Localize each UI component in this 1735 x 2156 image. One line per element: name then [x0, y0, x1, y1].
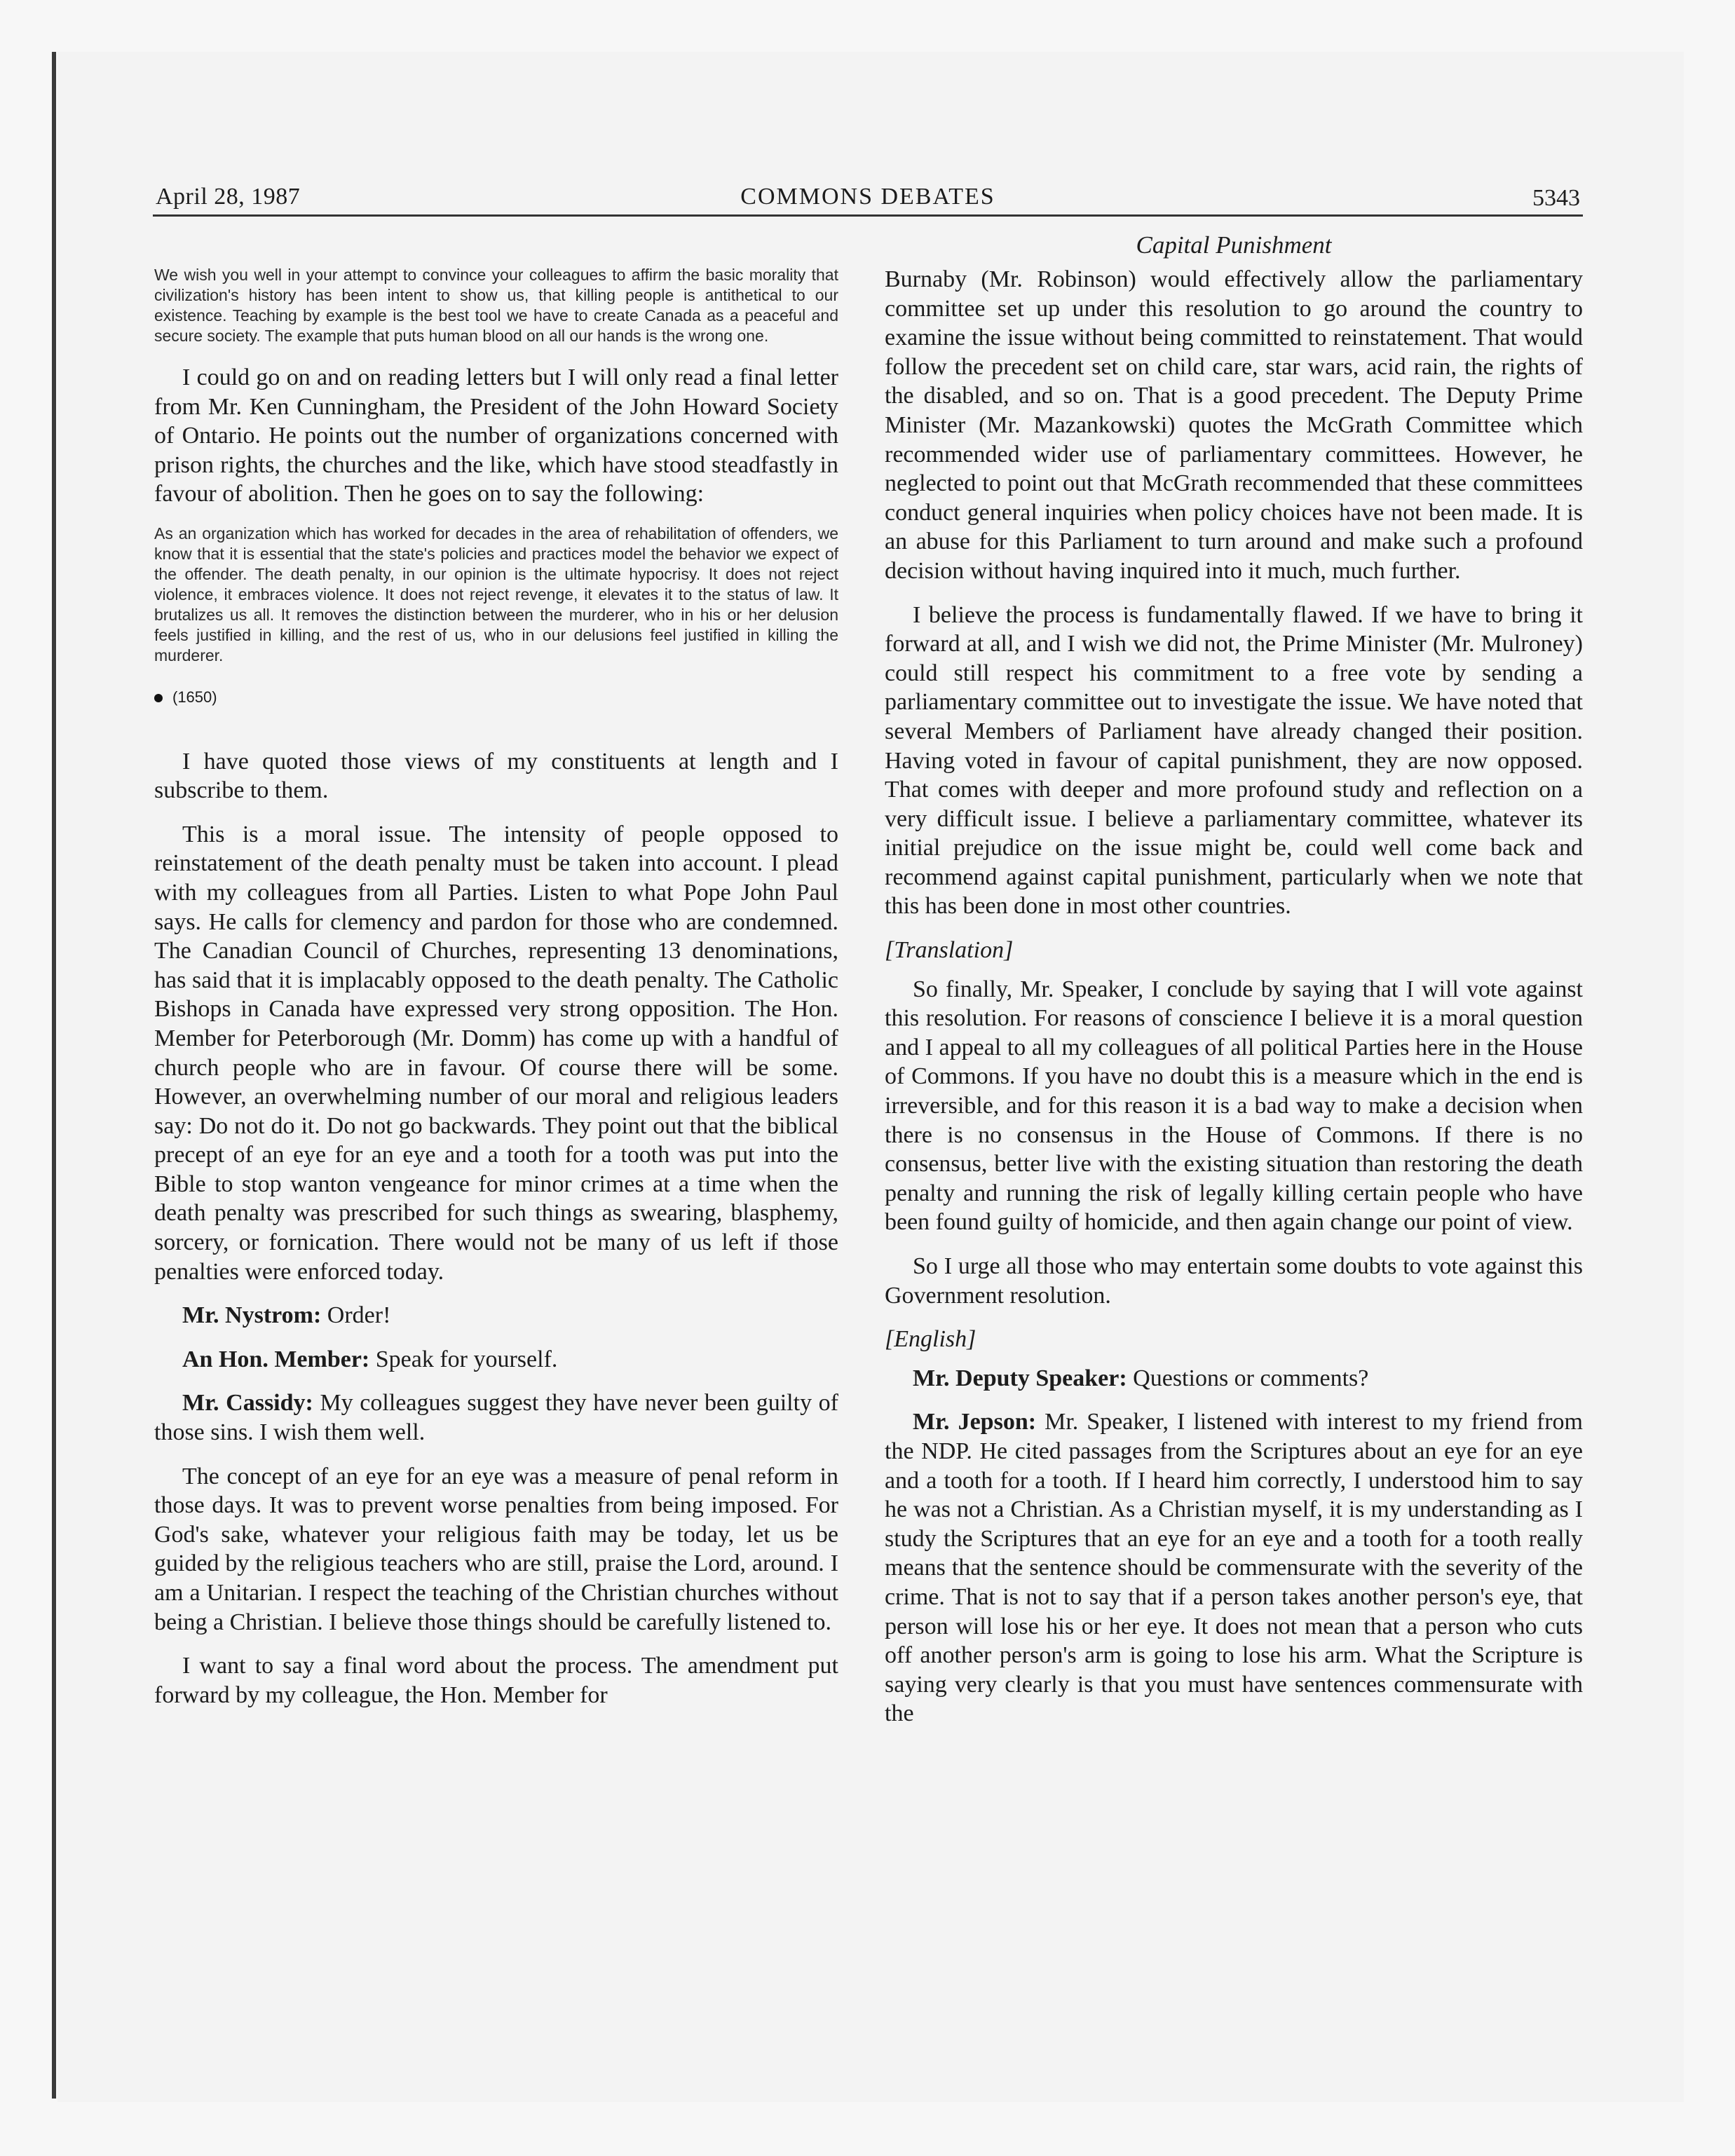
header-date: April 28, 1987 — [156, 184, 301, 210]
speaker-name: Mr. Deputy Speaker: — [913, 1365, 1127, 1391]
paragraph: I want to say a final word about the process. The amendment put forward by my colleague, the Hon. Member for — [154, 1653, 838, 1708]
speaker-name: Mr. Nystrom: — [182, 1302, 322, 1329]
paragraph: So finally, Mr. Speaker, I conclude by saying that I will vote against this resolution. For reasons of conscience I believe it is a moral question and I appeal to all my colleagues of all political Parties here in the House of Commons. If you have no doubt this is a measure which in the end is irreversible, and for this reason it is a bad way to make a decision when there is no consensus in the House of Commons. If there is no consensus, better live with the existing situation than restoring the death penalty and running the risk of legally killing certain people who have been found guilty of homicide, and then again change our point of view. — [885, 976, 1583, 1236]
left-column — [154, 265, 838, 1975]
section-title: Capital Punishment — [1136, 231, 1332, 259]
speaker-name: Mr. Jepson: — [913, 1409, 1037, 1435]
speech-text: Mr. Speaker, I listened with interest to my friend from the NDP. He cited passages from the Scriptures about an eye for an eye and a tooth for a tooth. If I heard him correctly, I understood him to say he was not a Christian. As a Christian myself, it is my understanding as I study the Scriptures that an eye for an eye and a tooth for a tooth really means that the sentence should be commensurate with the severity of the crime. That is not to say that if a person takes another person's eye, that person will lose his or her eye. It does not mean that a person who cuts off another person's arm is going to lose his arm. What the Scripture is saying very clearly is that you must have sentences commensurate with the — [885, 1409, 1583, 1727]
language-tag: [English] — [885, 1326, 977, 1353]
speech-text: My colleagues suggest they have never been guilty of those sins. I wish them well. — [154, 1390, 838, 1446]
speech — [885, 1364, 1583, 1393]
time-marker — [154, 683, 838, 712]
speech-text: Order! — [321, 1302, 391, 1329]
paragraph: I believe the process is fundamentally flawed. If we have to bring it forward at all, and I wish we did not, the Prime Minister (Mr. Mulroney) could still respect his commitment to a free vote by sending a parliamentary committee out to investigate the issue. We have noted that several Members of Parliament have already changed their position. Having voted in favour of capital punishment, they are now opposed. That comes with deeper and more profound study and reflection on a very difficult issue. I believe a parliamentary committee, whatever its initial prejudice on the issue might be, could well come back and recommend against capital punishment, particularly when we note that this has been done in most other countries. — [885, 601, 1583, 920]
quoted-letter: We wish you well in your attempt to convince your colleagues to affirm the basic morality that civilization's history has been intent to show us, that killing people is antithetical to our existence. Teaching by example is the best tool we have to create Canada as a peaceful and secure society. The example that puts human blood on all our hands is the wrong one. — [154, 266, 838, 345]
speaker-name: An Hon. Member: — [182, 1346, 370, 1372]
speech — [154, 1389, 838, 1447]
paragraph: So I urge all those who may entertain some doubts to vote against this Government resolution. — [885, 1253, 1583, 1309]
paragraph: I have quoted those views of my constituents at length and I subscribe to them. — [154, 748, 838, 804]
header-title: COMMONS DEBATES — [740, 184, 995, 210]
page-binding-edge — [52, 52, 56, 2099]
paragraph: Burnaby (Mr. Robinson) would effectively allow the parliamentary committee set up under this resolution to go around the country to examine the issue without being committed to reinstatement. That would follow the precedent set on child care, star wars, acid rain, the rights of the disabled, and so on. That is a good precedent. The Deputy Prime Minister (Mr. Mazankowski) quotes the McGrath Committee which recommended wider use of parliamentary committees. However, he neglected to point out that McGrath recommended that these committees conduct general inquiries when policy choices have not been made. It is an abuse for this Parliament to turn around and make such a profound decision without having inquired into it much, much further. — [885, 266, 1583, 584]
speech — [885, 1407, 1583, 1728]
header-page-number: 5343 — [1532, 185, 1580, 211]
time-marker-text: (1650) — [172, 688, 217, 706]
speech — [154, 1345, 838, 1374]
language-tag: [Translation] — [885, 937, 1014, 964]
bullet-icon — [154, 694, 163, 702]
right-column — [885, 265, 1583, 1975]
quoted-letter: As an organization which has worked for decades in the area of rehabilitation of offenders, we know that it is essential that the state's policies and practices model the behavior we expect of the offender. The death penalty, in our opinion is the ultimate hypocrisy. It does not reject violence, it embraces violence. It does not reject revenge, it elevates it to the status of law. It brutalizes us all. It removes the distinction between the murderer, who in his or her delusion feels justified in killing, and the rest of us, who in our delusions feel justified in killing the murderer. — [154, 524, 838, 664]
page-header — [153, 172, 1583, 217]
speech-text: Speak for yourself. — [369, 1346, 558, 1372]
speech — [154, 1301, 838, 1330]
speaker-name: Mr. Cassidy: — [182, 1390, 313, 1417]
paragraph: The concept of an eye for an eye was a measure of penal reform in those days. It was to prevent worse penalties from being imposed. For God's sake, whatever your religious faith may be today, let us be guided by the religious teachers who are still, praise the Lord, around. I am a Unitarian. I respect the teaching of the Christian churches without being a Christian. I believe those things should be carefully listened to. — [154, 1463, 838, 1635]
paragraph: I could go on and on reading letters but I will only read a final letter from Mr. Ken Cunningham, the President of the John Howard Society of Ontario. He points out the number of organizations concerned with prison rights, the churches and the like, which have stood steadfastly in favour of abolition. Then he goes on to say the following: — [154, 364, 838, 507]
speech-text: Questions or comments? — [1127, 1365, 1369, 1391]
paragraph: This is a moral issue. The intensity of people opposed to reinstatement of the death penalty must be taken into account. I plead with my colleagues from all Parties. Listen to what Pope John Paul says. He calls for clemency and pardon for those who are condemned. The Canadian Council of Churches, representing 13 denominations, has said that it is implacably opposed to the death penalty. The Catholic Bishops in Canada have expressed very strong opposition. The Hon. Member for Peterborough (Mr. Domm) has come up with a handful of church people who are in favour. Of course there will be some. However, an overwhelming number of our moral and religious leaders say: Do not do it. Do not go backwards. They point out that the biblical precept of an eye for an eye and a tooth for a tooth was put into the Bible to stop wanton vengeance for minor crimes at a time when the death penalty was prescribed for such things as swearing, blasphemy, sorcery, or fornication. There would not be many of us left if those penalties were enforced today. — [154, 821, 838, 1285]
